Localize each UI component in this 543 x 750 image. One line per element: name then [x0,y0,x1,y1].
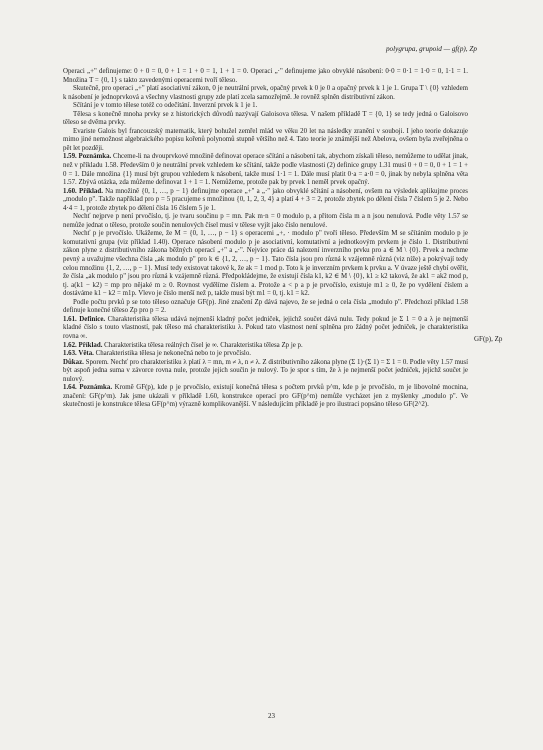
paragraph [63,230,468,298]
remark-1-64 [63,384,468,410]
margin-note: GF(p), Zp [474,335,503,343]
paragraph [63,102,468,111]
paragraph-text: Kromě GF(p), kde p je prvočíslo, existují konečná tělesa s počtem prvků p^m, kde p je prvočíslo, m je libovolné mocnina, značení: GF(p^m). Jak jsme ukázali v příkladě 1.60, konstrukce operací pro GF(p^m) nemůže vycházet jen z myšlenky „modulo p". Ve skutečnosti je konstrukce tělesa GF(p^m) výrazně komplikovanější. V následujícím příkladě je pro ilustraci popsáno těleso GF(2^2). [63,384,468,409]
paragraph-text: Nechť nejprve p není prvočíslo, tj. je tvaru součinu p = mn. Pak m·n = 0 modulo p, a přitom čísla m a n jsou nenulová. Podle věty 1.57 se nemůže jednat o těleso, protože součin nenulových čísel musí v tělese vyjít jako číslo nenulové. [63,213,468,229]
running-header: polygrupa, grupoid — gf(p), Zp [385,45,477,53]
paragraph-text: Charakteristika tělesa reálných čísel je ∞. Charakteristika tělesa Zp je p. [104,341,303,349]
paragraph [63,68,468,85]
paragraph-text: Podle počtu prvků p se toto těleso označuje GF(p). Jiné značení Zp dává najevo, že se jedná o cela čísla „modulo p". Předchozí příklad 1.58 definuje konečné těleso Zp pro p = 2. [63,298,468,315]
page-number: 23 [268,712,275,720]
definition-1-61 [63,316,468,342]
paragraph [63,213,468,230]
paragraph-text: Charakteristika tělesa je nekonečná nebo to je prvočíslo. [95,350,251,358]
page-body [63,68,468,410]
paragraph-text: Na množině {0, 1, …, p − 1} definujme operace „+" a „·" jako obvyklé sčítání a násobení, ovšem na výsledek aplikujme proces „modulo p". Takže například pro p = 5 pracujeme s množinou {0, 1, 2, 3, 4} a platí 4 + 3 = 2, protože zbytek po dělení čísla 7 číslem 5 je 2. Nebo 4·4 = 1, protože zbytek po dělení čísla 16 číslem 5 je 1. [63,187,468,212]
paragraph-text: Sporem. Nechť pro charakteristiku λ platí λ = mn, m ≠ λ, n ≠ λ. Z distributivního zákona plyne (Σ 1)·(Σ 1) = Σ 1 = 0. Podle věty 1.57 musí být aspoň jedna suma v závorce rovna nule, protože jejich součin je nulový. To je spor s tím, že λ je nejmenší počet jedniček, jejichž součet je nulový. [63,358,468,383]
example-1-60 [63,188,468,214]
paragraph-text: Charakteristika tělesa udává nejmenší kladný počet jedniček, jejichž součet dává nulu. Tedy pokud je Σ 1 = 0 a λ je nejmenší kladné číslo s touto vlastností, pak těleso má charakteristiku λ. Pokud tato vlastnost není splněna pro žádný počet jedniček, je charakteristika rovna ∞. [63,315,468,340]
paragraph-lead: Důkaz. [63,358,84,366]
paragraph-text: Skutečně, pro operaci „+" platí asociativní zákon, 0 je neutrální prvek, opačný prvek k 0 je 0 a opačný prvek k 1 je 1. Grupa T \ {0} vzhledem k násobení je jednoprvková a všechny vlastnosti grupy zde platí zcela samozřejmě. Je rovněž splněn distributivní zákon. [63,85,468,101]
paragraph-text: Chceme-li na dvouprvkové množině definovat operace sčítání a násobení tak, abychom získali těleso, nemůžeme to udělat jinak, než v příkladu 1.58. Především 0 je neutrální prvek vzhledem ke sčítání, takže podle vlastnosti (2) definice grupy 1.31 musí 0 + 0 = 0, 0 + 1 = 1 + 0 = 1. Dále množina {1} musí být grupou vzhledem k násobení, takže musí 1·1 = 1. Dále musí platit 0·a = a·0 = 0, jinak by nebyla splněna věta 1.57. Zbývá otázka, zda můžeme definovat 1 + 1 = 1. Nemůžeme, protože pak by prvek 1 neměl prvek opačný. [63,153,468,187]
paragraph-lead: 1.60. Příklad. [63,187,103,195]
paragraph-lead: 1.59. Poznámka. [63,153,112,161]
paragraph-lead: 1.63. Věta. [63,350,94,358]
paragraph-text: Sčítání je v tomto tělese totéž co odečítání. Inverzní prvek k 1 je 1. [73,102,258,110]
remark-1-59 [63,153,468,187]
paragraph [63,299,468,316]
paragraph-lead: 1.62. Příklad. [63,341,103,349]
example-1-62 [63,342,468,351]
paragraph [63,111,468,128]
paragraph-lead: 1.64. Poznámka. [63,384,113,392]
paragraph-text: Operaci „+" definujeme: 0 + 0 = 0, 0 + 1 = 1 + 0 = 1, 1 + 1 = 0. Operaci „·" definujeme jako obvyklé násobení: 0·0 = 0·1 = 1·0 = 0, 1·1 = 1. Množina T = {0, 1} s takto zavedenými operacemi tvoří těleso. [63,68,468,84]
paragraph-text: Evariste Galois byl francouzský matematik, který bohužel zemřel mlád ve věku 20 let na následky zranění v souboji. I jeho teorie dokazuje mimo jiné nemožnost algebraického popisu kořenů polynomů stupně většího než 4. Tato teorie je známější než Abelova, ovšem byla zveřejněna o pět let později. [63,127,468,152]
paragraph-text: Tělesa s konečně mnoha prvky se z historických důvodů nazývají Galoisova tělesa. V našem příkladě T = {0, 1} se tedy jedná o Galoisovo těleso se dvěma prvky. [63,110,468,127]
theorem-1-63 [63,350,468,359]
paragraph-lead: 1.61. Definice. [63,315,106,323]
paragraph-text: Nechť p je prvočíslo. Ukážeme, že M = {0, 1, …, p − 1} s operacemi „+, · modulo p" tvoří těleso. Především M se sčítáním modulo p je komutativní grupa (viz příklad 1.40). Operace násobení modulo p je asociativní, komutativní a jednotkovým prvkem je číslo 1. Distributivní zákon plyne z distributivního zákona běžných operací „+" a „·". Nejvíce práce dá nalezení inverzního prvku pro a ∈ M \ {0}. Prvek a nechme pevný a uvažujme všechna čísla „ak modulo p" pro k ∈ {1, 2, …, p − 1}. Tato čísla jsou pro různá k vzájemně různá (viz níže) a pokrývají tedy celou množinu {1, 2, …, p − 1}. Musí tedy existovat takové k, že ak = 1 mod p. Toto k je inverzním prvkem k prvku a. V úvaze ještě chybí ověřit, že čísla „ak modulo p" jsou pro různá k vzájemně různá. Předpokládejme, že existují čísla k1, k2 ∈ M \ {0}, k1 ≥ k2 taková, že ak1 = ak2 mod p, tj. a(k1 − k2) = mp pro nějaké m ≥ 0. Rovnost vydělíme číslem a. Protože a < p a p je prvočíslo, existuje m1 ≥ 0, že po vydělení číslem a dostáváme k1 − k2 = m1p. Vlevo je číslo menší než p, takže musí být m1 = 0, tj. k1 = k2. [63,230,468,298]
paragraph [63,128,468,154]
paragraph [63,85,468,102]
proof [63,359,468,385]
